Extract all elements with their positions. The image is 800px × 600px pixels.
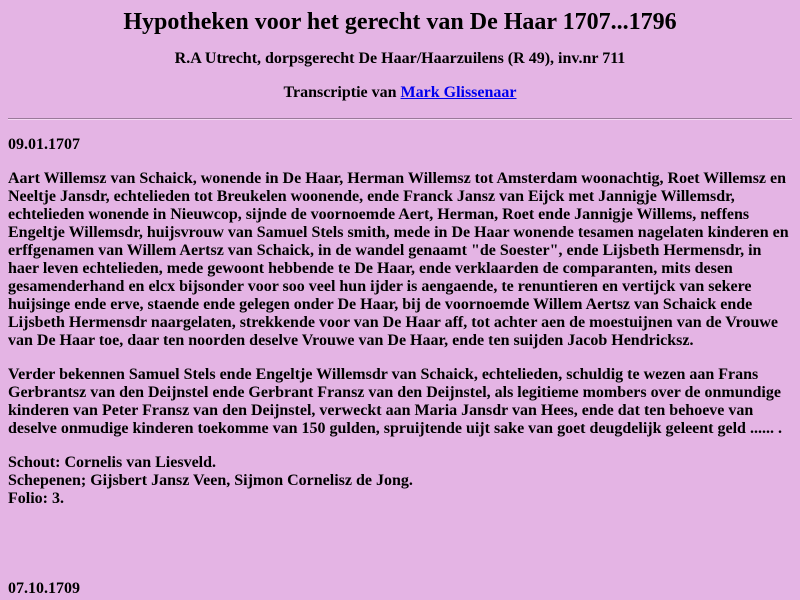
page-title: Hypotheken voor het gerecht van De Haar 1707...1796 <box>123 9 677 35</box>
entry-signatories <box>8 454 792 508</box>
schout-line: Schout: Cornelis van Liesveld. <box>8 454 217 471</box>
transcript-credit <box>8 84 792 102</box>
transcript-prefix: Transcriptie van <box>283 84 401 101</box>
folio-line: Folio: 3. <box>8 490 64 507</box>
entry-date: 09.01.1707 <box>8 136 80 153</box>
divider <box>8 118 792 120</box>
next-entry-date: 07.10.1709 <box>8 580 80 597</box>
schepenen-line: Schepenen; Gijsbert Jansz Veen, Sijmon Cornelisz de Jong. <box>8 472 413 489</box>
archive-reference: R.A Utrecht, dorpsgerecht De Haar/Haarzuilens (R 49), inv.nr 711 <box>174 50 626 67</box>
document-page <box>0 8 800 598</box>
author-link[interactable]: Mark Glissenaar <box>400 84 517 101</box>
entry <box>8 136 792 508</box>
entry-paragraph-2: Verder bekennen Samuel Stels ende Engeltje Willemsdr van Schaick, echtelieden, schuldig te wezen aan Frans Gerbrantsz van den Deijnstel ende Gerbrant Fransz van den Deijnstel, als legitieme mombers over de onmundige kinderen van Peter Fransz van den Deijnstel, verweckt aan Maria Jansdr van Hees, ende dat ten behoeve van deselve onmudige kinderen toekomme van 150 gulden, spruijtende uijt sake van goet deugdelijk geleent geld ...... . <box>8 366 782 437</box>
entry-paragraph-1: Aart Willemsz van Schaick, wonende in De Haar, Herman Willemsz tot Amsterdam woonachtig, Roet Willemsz en Neeltje Jansdr, echtelieden tot Breukelen woonende, ende Franck Jansz van Eijck met Jannigje Willemsdr, echtelieden wonende in Nieuwcop, sijnde de voornoemde Aert, Herman, Roet ende Jannigje Willems, neffens Engeltje Willemsdr, huijsvrouw van Samuel Stels smith, mede in De Haar wonende tesamen nagelaten kinderen en erffgenamen van Willem Aertsz van Schaick, in de wandel genaamt "de Soester", ende Lijsbeth Hermensdr, in haer leven echtelieden, mede gewoont hebbende te De Haar, ende verklaarden de comparanten, mits desen gesamenderhand en elcx bijsonder voor soo veel hun ijder is aengaende, te renuntieren en vertijck van sekere huijsinge ende erve, staende ende gelegen onder De Haar, bij de voornoemde Willem Aertsz van Schaick ende Lijsbeth Hermensdr naargelaten, strekkende voor van De Haar aff, tot achter aen de moestuijnen van de Vrouwe van De Haar toe, daar ten noorden deselve Vrouwe van De Haar, ende ten suijden Jacob Hendricksz. <box>8 170 789 349</box>
